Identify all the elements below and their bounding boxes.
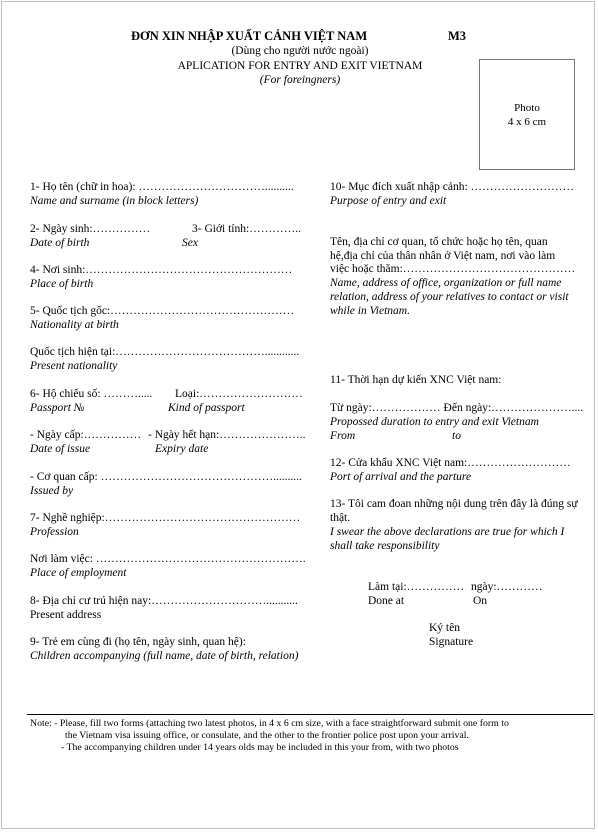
field-8-label-en: Present address: [30, 609, 102, 621]
signature-label-vn: Ký tên: [429, 622, 460, 634]
field-6-issued-by[interactable]: - Cơ quan cấp: ………………………………………..........: [30, 471, 302, 483]
field-11-duration: 11- Thời hạn dự kiến XNC Việt nam:: [330, 374, 502, 386]
date-field[interactable]: ngày:…………: [471, 581, 543, 593]
field-2-label-en: Date of birth: [30, 237, 90, 249]
field-7b-label-en: Place of employment: [30, 567, 127, 579]
field-10-label-en: Purpose of entry and exit: [330, 195, 447, 207]
field-6b-label-en: Kind of passport: [168, 402, 245, 414]
form-title-en: APLICATION FOR ENTRY AND EXIT VIETNAM: [177, 60, 423, 72]
field-10-purpose[interactable]: 10- Mục đích xuất nhập cảnh: ………………………: [330, 181, 575, 193]
field-11-label-en: Propossed duration to entry and exit Vietnam: [330, 416, 539, 428]
field-3-label-en: Sex: [182, 237, 198, 249]
field-6c-label-en: Date of issue: [30, 443, 91, 455]
field-5-label-en: Nationality at birth: [30, 319, 119, 331]
field-3-sex[interactable]: 3- Giới tính:…………..: [192, 223, 301, 235]
contact-address-en-1: Name, address of office, organization or full name: [330, 277, 562, 289]
contact-address-en-3: while in Vietnam.: [330, 305, 410, 317]
form-code: M3: [448, 29, 467, 43]
field-6-label-en: Passport №: [30, 402, 85, 414]
field-5b-label-en: Present nationality: [30, 360, 118, 372]
field-12-port[interactable]: 12- Cửa khẩu XNC Việt nam:………………………: [330, 457, 571, 469]
field-5b-present-nationality[interactable]: Quốc tịch hiện tại:…………………………………............: [30, 346, 300, 358]
field-7-label-en: Profession: [30, 526, 79, 538]
done-at-label-en: Done at: [368, 595, 405, 607]
field-2-dob[interactable]: 2- Ngày sinh:……………: [30, 223, 151, 235]
field-1-name[interactable]: 1- Họ tên (chữ in hoa): ……………………………..........: [30, 181, 294, 193]
done-at-field[interactable]: Làm tại:……………: [368, 581, 465, 593]
on-label-en: On: [473, 595, 488, 607]
field-12-label-en: Port of arrival and the parture: [330, 471, 472, 483]
form-subtitle-en: (For foreingners): [259, 74, 341, 86]
form-subtitle-vn: (Dùng cho người nước ngoài): [231, 45, 369, 57]
field-6-passport-kind[interactable]: Loại:………………………: [175, 388, 303, 400]
field-8-address[interactable]: 8- Địa chỉ cư trú hiện nay:…………………………...........: [30, 595, 298, 607]
field-6-passport-no[interactable]: 6- Hộ chiếu số: ……….....: [30, 388, 153, 400]
field-13-declaration-en-2: shall take responsibility: [330, 540, 440, 552]
note-line-2: the Vietnam visa issuing office, or consulate, and the other to the frontier police post upon your arrival.: [65, 730, 469, 741]
note-divider: [27, 714, 593, 715]
field-9-children[interactable]: 9- Trẻ em cùng đi (họ tên, ngày sinh, quan hệ):: [30, 636, 246, 648]
field-5-nationality-birth[interactable]: 5- Quốc tịch gốc:…………………………………………: [30, 305, 295, 317]
field-13-declaration-vn-2: thật.: [330, 512, 351, 524]
photo-size: 4 x 6 cm: [507, 116, 547, 128]
field-7-profession[interactable]: 7- Nghề nghiệp:……………………………………………: [30, 512, 301, 524]
field-11-to-en: to: [452, 430, 461, 442]
field-13-declaration-en-1: I swear the above declarations are true for which I: [330, 526, 565, 538]
contact-address-en-2: relation, address of your relatives to contact or visit: [330, 291, 569, 303]
field-6-expiry-date[interactable]: - Ngày hết hạn:…………………..: [148, 429, 306, 441]
field-6-issue-date[interactable]: - Ngày cấp:……………: [30, 429, 142, 441]
field-6d-label-en: Expiry date: [155, 443, 209, 455]
contact-address-label-1: Tên, địa chỉ cơ quan, tổ chức hoặc họ tên, quan: [330, 236, 548, 248]
photo-label: Photo: [514, 102, 540, 114]
note-line-3: - The accompanying children under 14 years olds may be included in this your from, with two photos: [61, 742, 459, 753]
field-1-label-en: Name and surname (in block letters): [30, 195, 199, 207]
contact-address-field[interactable]: việc hoặc thăm:………………………………………: [330, 263, 576, 275]
field-9-label-en: Children accompanying (full name, date of birth, relation): [30, 650, 299, 662]
signature-field[interactable]: Signature: [429, 636, 474, 648]
field-13-declaration-vn-1: 13- Tôi cam đoan những nội dung trên đây là đúng sự: [330, 498, 578, 510]
field-11-from-en: From: [330, 430, 356, 442]
field-4-birthplace[interactable]: 4- Nơi sinh:………………………………………………: [30, 264, 293, 276]
contact-address-label-2: hệ,địa chỉ của thân nhân ở Việt nam, nơi vào làm: [330, 250, 556, 262]
form-title-vn: ĐƠN XIN NHẬP XUẤT CẢNH VIỆT NAM: [131, 29, 368, 43]
field-6e-label-en: Issued by: [30, 485, 74, 497]
photo-box[interactable]: [479, 59, 575, 170]
note-line-1: Note: - Please, fill two forms (attaching two latest photos, in 4 x 6 cm size, with a face straightforward submit one form to: [30, 718, 509, 729]
field-4-label-en: Place of birth: [30, 278, 94, 290]
field-11-from-to[interactable]: Từ ngày:……………… Đến ngày:…………………....: [330, 402, 584, 414]
field-7-workplace[interactable]: Nơi làm việc: ……………………………………………….: [30, 553, 306, 565]
